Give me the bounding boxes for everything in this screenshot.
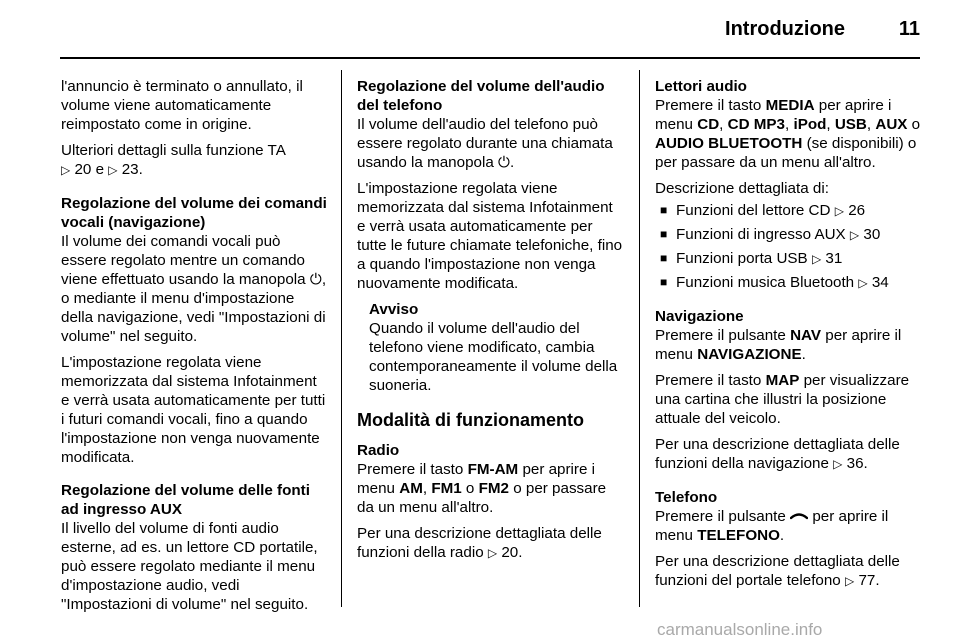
section-heading: Navigazione bbox=[655, 308, 744, 325]
page-reference-arrow-icon: ▷ bbox=[487, 546, 498, 560]
key-label: AUX bbox=[875, 116, 908, 133]
paragraph: L'impostazione regolata viene memorizzata dal sistema Infotainment e verrà usata automaticamente per tutte le future chiamate telefoniche, fino a quando l'impostazione non venga nuovamente modificata. bbox=[357, 180, 623, 292]
list-item: ■ Funzioni di ingresso AUX ▷ 30 bbox=[655, 225, 923, 245]
page-reference-arrow-icon: ▷ bbox=[834, 204, 844, 218]
page-reference-arrow-icon: ▷ bbox=[811, 252, 822, 266]
page-reference-arrow-icon: ▷ bbox=[845, 574, 855, 588]
page-number: 11 bbox=[898, 18, 920, 40]
page-reference-arrow-icon: ▷ bbox=[833, 457, 843, 471]
section-heading: Lettori audio bbox=[655, 78, 747, 95]
paragraph: Premere il tasto MEDIA per aprire i menu CD, CD MP3, iPod, USB, AUX o AUDIO BLUETOOTH (se disponibili) o per passare da un menu all'altro. bbox=[655, 97, 921, 171]
paragraph: L'impostazione regolata viene memorizzata dal sistema Infotainment e verrà usata automaticamente per tutti i futuri comandi vocali, fino a quando l'impostazione non venga nuovamente modificata. bbox=[61, 354, 326, 466]
chapter-heading: Modalità di funzionamento bbox=[357, 410, 584, 430]
key-label: iPod bbox=[793, 116, 827, 133]
section-heading: Regolazione del volume delle fonti ad ingresso AUX bbox=[61, 482, 310, 518]
column-divider bbox=[639, 70, 640, 607]
key-label: CD bbox=[697, 116, 720, 133]
paragraph: Descrizione dettagliata di: bbox=[655, 180, 829, 197]
key-label: USB bbox=[834, 116, 867, 133]
key-label: FM-AM bbox=[467, 461, 519, 478]
note-title: Avviso bbox=[369, 301, 419, 318]
page-reference-arrow-icon: ▷ bbox=[858, 276, 868, 290]
key-label: MAP bbox=[765, 372, 800, 389]
column-2 bbox=[357, 77, 625, 570]
section-heading: Regolazione del volume dei comandi vocali (navigazione) bbox=[61, 195, 327, 231]
note-box bbox=[369, 300, 625, 395]
paragraph: Il volume dell'audio del telefono può essere regolato durante una chiamata usando la manopola ⏻. bbox=[357, 116, 613, 171]
section-heading: Radio bbox=[357, 442, 400, 459]
phone-handset-icon bbox=[790, 508, 808, 525]
volume-knob-icon: ⏻ bbox=[498, 154, 511, 171]
paragraph: Premere il tasto FM-AM per aprire i menu AM, FM1 o FM2 o per passare da un menu all'altro. bbox=[357, 461, 607, 516]
list-item: ■ Funzioni porta USB ▷ 31 bbox=[655, 249, 923, 269]
key-label: CD MP3 bbox=[727, 116, 786, 133]
list-item: ■ Funzioni musica Bluetooth ▷ 34 bbox=[655, 273, 923, 293]
key-label: NAV bbox=[790, 327, 822, 344]
key-label: AM bbox=[399, 480, 423, 497]
key-label: MEDIA bbox=[765, 97, 815, 114]
key-label: NAVIGAZIONE bbox=[697, 346, 802, 363]
paragraph: Per una descrizione dettagliata delle funzioni della navigazione ▷ 36. bbox=[655, 436, 900, 472]
paragraph: Premere il tasto MAP per visualizzare una cartina che illustri la posizione attuale del veicolo. bbox=[655, 372, 910, 427]
paragraph: Ulteriori dettagli sulla funzione TA ▷ 20 e ▷ 23. bbox=[61, 142, 286, 178]
column-3 bbox=[655, 77, 923, 598]
key-label: TELEFONO bbox=[697, 527, 780, 544]
note-text: Quando il volume dell'audio del telefono viene modificato, cambia contemporaneamente il volume della suoneria. bbox=[369, 320, 618, 394]
page-reference-arrow-icon: ▷ bbox=[108, 163, 118, 177]
paragraph: Per una descrizione dettagliata delle funzioni della radio ▷ 20. bbox=[357, 525, 602, 561]
key-label: AUDIO BLUETOOTH bbox=[655, 135, 803, 152]
paragraph: Premere il pulsante NAV per aprire il menu NAVIGAZIONE. bbox=[655, 327, 902, 363]
page-reference-arrow-icon: ▷ bbox=[61, 163, 71, 177]
paragraph: Premere il pulsante per aprire il menu TELEFONO. bbox=[655, 508, 889, 544]
column-1 bbox=[61, 77, 329, 621]
list-item: ■ Funzioni del lettore CD ▷ 26 bbox=[655, 201, 923, 221]
paragraph: l'annuncio è terminato o annullato, il volume viene automaticamente reimpostato come in origine. bbox=[61, 78, 303, 133]
paragraph: Il volume dei comandi vocali può essere regolato mentre un comando viene effettuato usando la manopola ⏻, o mediante il menu d'impostazione della navigazione, vedi "Impostazioni di volume" nel seguito. bbox=[61, 233, 327, 345]
column-divider bbox=[341, 70, 342, 607]
volume-knob-icon: ⏻ bbox=[309, 271, 322, 288]
paragraph: Il livello del volume di fonti audio esterne, ad es. un lettore CD portatile, può essere regolato mediante il menu d'impostazione audio, vedi "Impostazioni di volume" nel seguito. bbox=[61, 520, 318, 613]
key-label: FM2 bbox=[478, 480, 509, 497]
section-heading: Telefono bbox=[655, 489, 718, 506]
section-heading: Regolazione del volume dell'audio del telefono bbox=[357, 78, 605, 114]
key-label: FM1 bbox=[431, 480, 462, 497]
paragraph: Per una descrizione dettagliata delle funzioni del portale telefono ▷ 77. bbox=[655, 553, 900, 589]
page-reference-arrow-icon: ▷ bbox=[849, 228, 860, 242]
header-rule bbox=[60, 57, 920, 59]
watermark: carmanualsonline.info bbox=[657, 620, 823, 639]
page-title: Introduzione bbox=[725, 18, 845, 40]
reference-list bbox=[655, 201, 923, 293]
